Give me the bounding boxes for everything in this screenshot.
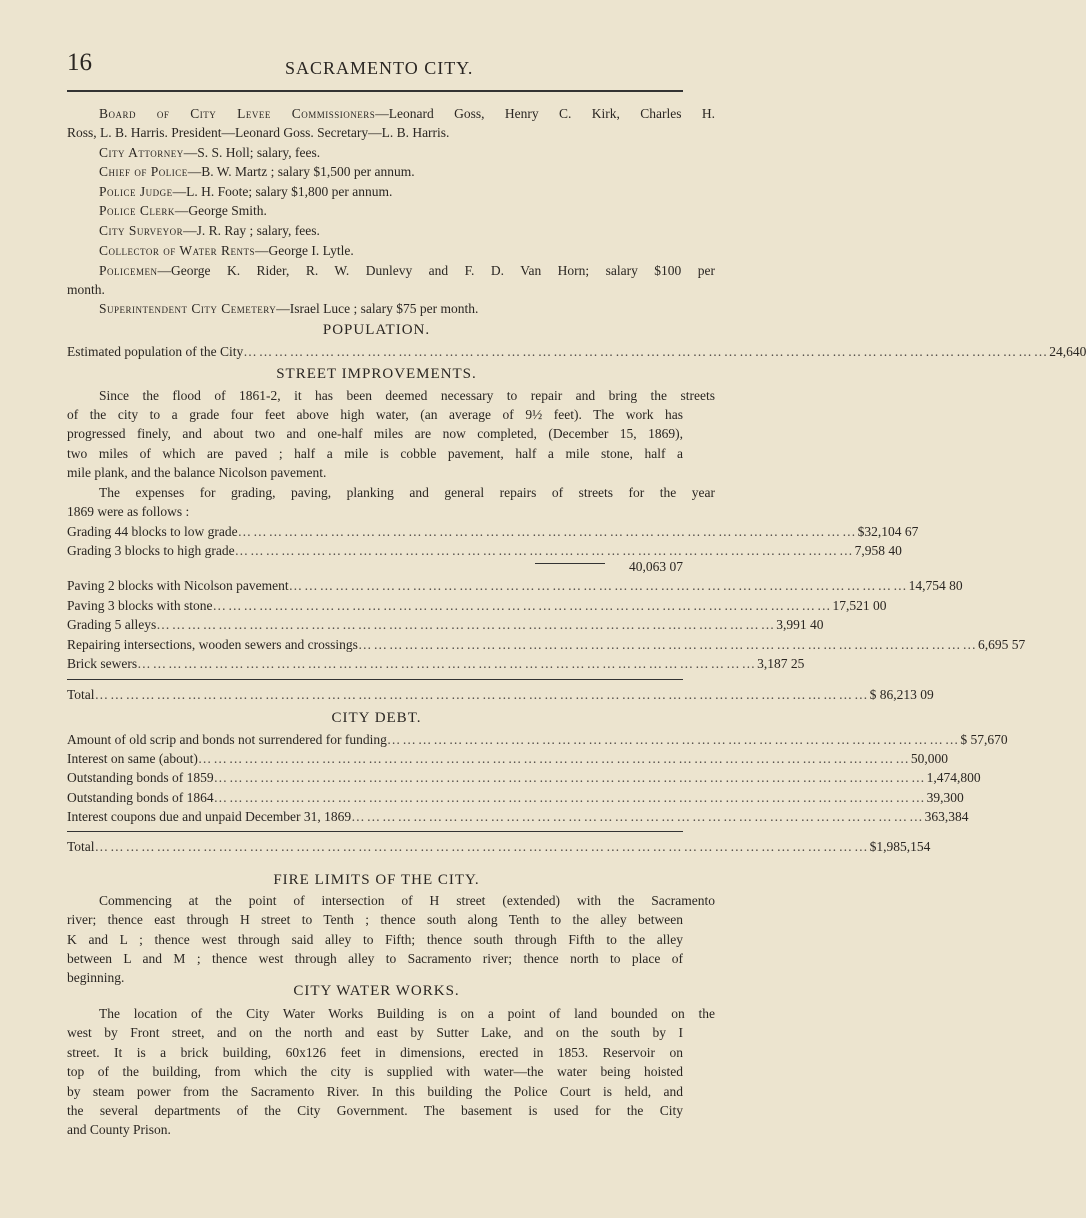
debt-item-value: 39,300 — [926, 790, 964, 805]
street-improvements-heading: STREET IMPROVEMENTS. — [276, 366, 477, 382]
street-total-label: Total — [67, 687, 95, 702]
street-p1-line-3: progressed finely, and about two and one-half miles are now completed, (December 15, 1869), — [67, 426, 683, 441]
leader-dots: …………………………………………………………………………………………………………………………………… — [94, 839, 870, 854]
street-p1-line-2: of the city to a grade four feet above high water, (an average of 9½ feet). The work has — [67, 407, 683, 422]
grading-subtotal: 40,063 07 — [629, 559, 683, 574]
water-line-5: by steam power from the Sacramento River. In this building the Police Court is held, and — [67, 1084, 683, 1099]
street-item-value: 6,695 57 — [977, 637, 1026, 652]
fire-line-5: beginning. — [67, 970, 125, 985]
street-item-label: Brick sewers — [67, 656, 138, 671]
policemen-line-2: month. — [67, 282, 105, 297]
leader-dots: ………………………………………………………………………………………………………………………… — [213, 790, 927, 805]
leader-dots: ………………………………………………………………………………………………………… — [234, 543, 855, 558]
header-rule — [67, 90, 683, 92]
fire-line-1: Commencing at the point of intersection of H street (extended) with the Sacramento — [99, 893, 715, 908]
street-item-value: 14,754 80 — [908, 578, 963, 593]
debt-item-row — [67, 768, 981, 787]
policemen-line-1: Policemen—George K. Rider, R. W. Dunlevy and F. D. Van Horn; salary $100 per — [99, 263, 715, 278]
water-line-7: and County Prison. — [67, 1122, 171, 1137]
street-total-row — [67, 685, 934, 704]
street-item-label: Paving 2 blocks with Nicolson pavement — [67, 578, 289, 593]
cemetery-superintendent-line: Superintendent City Cemetery—Israel Luce ; salary $75 per month. — [99, 301, 479, 316]
debt-total-value: $1,985,154 — [869, 839, 931, 854]
street-p1-line-1: Since the flood of 1861-2, it has been deemed necessary to repair and bring the streets — [99, 388, 715, 403]
grading-low-row — [67, 522, 919, 541]
population-label: Estimated population of the City — [67, 344, 244, 359]
water-line-2: west by Front street, and on the north and east by Sutter Lake, and on the south by I — [67, 1025, 683, 1040]
street-total-value: $ 86,213 09 — [869, 687, 934, 702]
levee-board-line-1: Board of City Levee Commissioners—Leonard Goss, Henry C. Kirk, Charles H. — [99, 106, 715, 121]
street-item-label: Repairing intersections, wooden sewers and crossings — [67, 637, 358, 652]
debt-item-label: Interest coupons due and unpaid December 31, 1869 — [67, 809, 352, 824]
running-title: SACRAMENTO CITY. — [285, 58, 474, 78]
street-p2-line-1: The expenses for grading, paving, planking and general repairs of streets for the year — [99, 485, 715, 500]
street-item-value: 3,187 25 — [757, 656, 805, 671]
police-clerk-line: Police Clerk—George Smith. — [99, 203, 267, 218]
street-item-label: Paving 3 blocks with stone — [67, 598, 213, 613]
city-surveyor-line: City Surveyor—J. R. Ray ; salary, fees. — [99, 223, 320, 238]
police-judge-line: Police Judge—L. H. Foote; salary $1,800 per annum. — [99, 184, 393, 199]
leader-dots: ………………………………………………………………………………………………………… — [137, 656, 758, 671]
city-debt-heading: CITY DEBT. — [331, 710, 422, 726]
water-works-heading: CITY WATER WORKS. — [293, 983, 460, 999]
debt-item-row — [67, 730, 1008, 749]
levee-board-line-2: Ross, L. B. Harris. President—Leonard Goss. Secretary—L. B. Harris. — [67, 125, 450, 140]
population-heading: POPULATION. — [322, 322, 431, 338]
water-line-1: The location of the City Water Works Building is on a point of land bounded on the — [99, 1006, 715, 1021]
total-rule — [67, 679, 683, 680]
street-item-row — [67, 654, 805, 673]
fire-line-4: between L and M ; thence west through alley to Sacramento river; thence north to place of — [67, 951, 683, 966]
leader-dots: ………………………………………………………………………………………………………… — [237, 524, 858, 539]
fire-line-3: K and L ; thence west through said alley to Fifth; thence south through Fifth to the alley — [67, 932, 683, 947]
street-item-value: 3,991 40 — [776, 617, 824, 632]
page-number: 16 — [67, 49, 92, 76]
leader-dots: ………………………………………………………………………………………………………… — [156, 617, 777, 632]
street-item-label: Grading 5 alleys — [67, 617, 157, 632]
grading-high-label: Grading 3 blocks to high grade — [67, 543, 235, 558]
leader-dots: ………………………………………………………………………………………………………… — [288, 578, 909, 593]
leader-dots: ………………………………………………………………………………………………… — [386, 732, 961, 747]
street-item-row — [67, 596, 887, 615]
street-item-value: 17,521 00 — [832, 598, 887, 613]
leader-dots: ………………………………………………………………………………………………………… — [212, 598, 833, 613]
street-item-row — [67, 635, 1026, 654]
street-p1-line-5: mile plank, and the balance Nicolson pavement. — [67, 465, 327, 480]
fire-line-2: river; thence east through H street to Tenth ; thence south along Tenth to the alley between — [67, 912, 683, 927]
debt-item-row — [67, 749, 948, 768]
debt-total-label: Total — [67, 839, 95, 854]
leader-dots: ………………………………………………………………………………………………………………………… — [213, 770, 927, 785]
debt-item-label: Amount of old scrip and bonds not surrendered for funding — [67, 732, 387, 747]
debt-item-value: 363,384 — [924, 809, 969, 824]
street-p1-line-4: two miles of which are paved ; half a mile is cobble pavement, half a mile stone, half a — [67, 446, 683, 461]
debt-item-row — [67, 807, 969, 826]
city-attorney-line: City Attorney—S. S. Holl; salary, fees. — [99, 145, 321, 160]
leader-dots: ………………………………………………………………………………………………………………………… — [197, 751, 911, 766]
debt-item-value: 1,474,800 — [926, 770, 981, 785]
water-line-4: top of the building, from which the city is supplied with water—the water being hoisted — [67, 1064, 683, 1079]
debt-item-label: Outstanding bonds of 1859 — [67, 770, 214, 785]
water-line-6: the several departments of the City Government. The basement is used for the City — [67, 1103, 683, 1118]
street-item-row — [67, 615, 824, 634]
leader-dots: ………………………………………………………………………………………………… — [351, 809, 925, 824]
grading-high-value: 7,958 40 — [854, 543, 902, 558]
debt-item-value: $ 57,670 — [960, 732, 1008, 747]
leader-dots: ………………………………………………………………………………………………………………………………………… — [243, 344, 1050, 359]
grading-low-value: $32,104 67 — [857, 524, 919, 539]
debt-item-label: Outstanding bonds of 1864 — [67, 790, 214, 805]
fire-limits-heading: FIRE LIMITS OF THE CITY. — [273, 872, 480, 888]
chief-of-police-line: Chief of Police—B. W. Martz ; salary $1,500 per annum. — [99, 164, 415, 179]
leader-dots: ………………………………………………………………………………………………………… — [357, 637, 978, 652]
debt-item-label: Interest on same (about) — [67, 751, 198, 766]
debt-item-value: 50,000 — [910, 751, 948, 766]
population-value: 24,640 — [1049, 344, 1086, 359]
grading-low-label: Grading 44 blocks to low grade — [67, 524, 238, 539]
water-collector-line: Collector of Water Rents—George I. Lytle. — [99, 243, 354, 258]
water-line-3: street. It is a brick building, 60x126 feet in dimensions, erected in 1853. Reservoir on — [67, 1045, 683, 1060]
street-item-row — [67, 576, 963, 595]
street-p2-line-2: 1869 were as follows : — [67, 504, 190, 519]
population-row — [67, 342, 1086, 361]
debt-total-row — [67, 837, 931, 856]
leader-dots: …………………………………………………………………………………………………………………………………… — [94, 687, 870, 702]
debt-item-row — [67, 788, 964, 807]
total-rule — [67, 831, 683, 832]
